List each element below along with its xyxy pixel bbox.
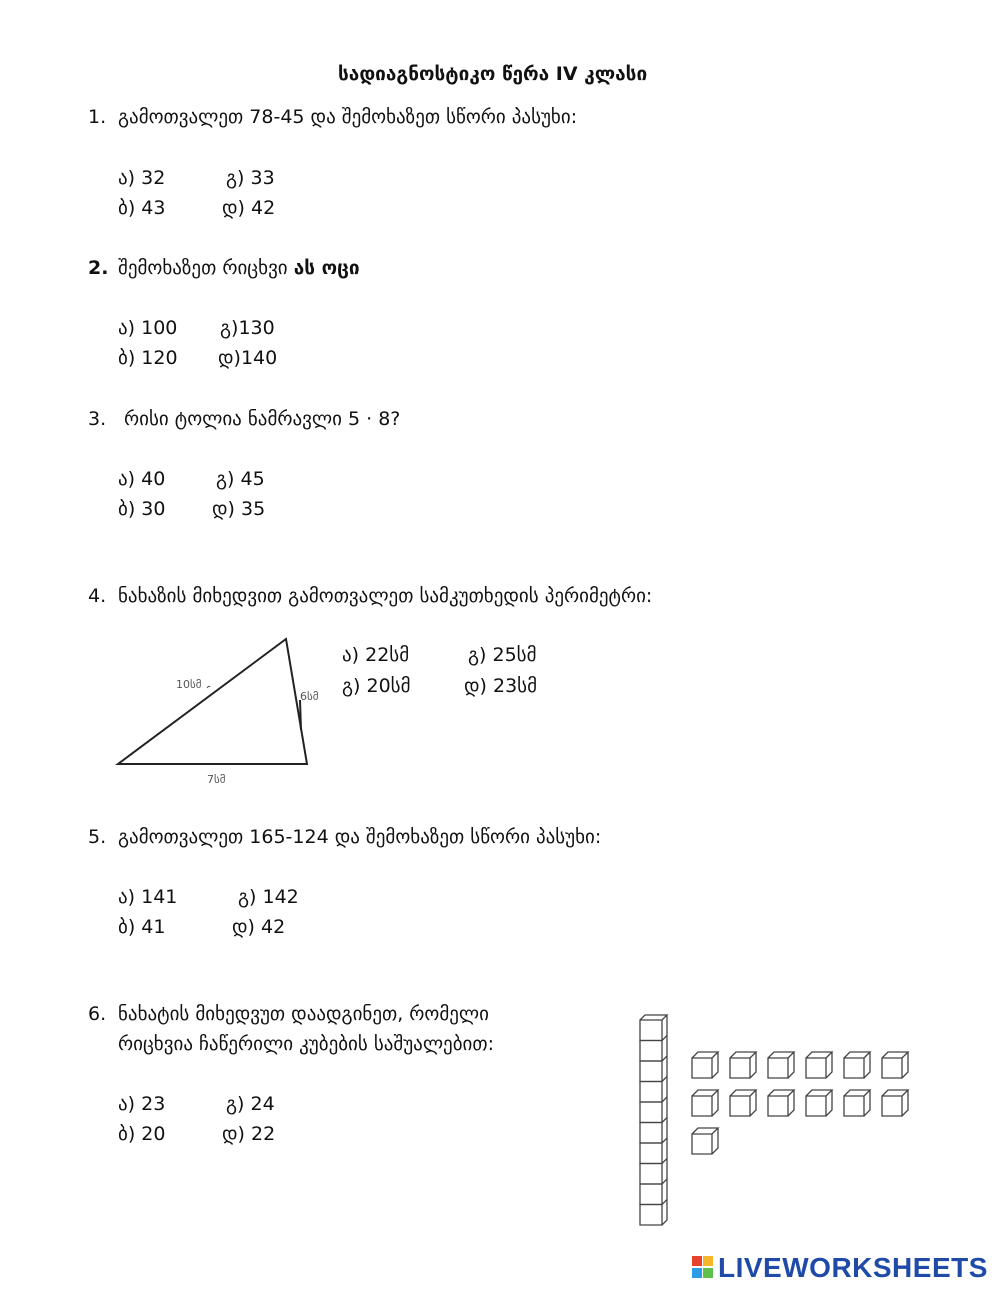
q6-option-b[interactable]: ბ) 20: [118, 1123, 166, 1145]
question-2-number: 2.: [88, 257, 109, 279]
q3-option-b[interactable]: ბ) 30: [118, 498, 166, 520]
q5-option-g[interactable]: გ) 142: [238, 886, 299, 908]
q5-option-d[interactable]: დ) 42: [232, 916, 286, 938]
q2-option-d[interactable]: დ)140: [218, 347, 278, 369]
unit-cube: [730, 1052, 756, 1078]
q3-option-d[interactable]: დ) 35: [212, 498, 266, 520]
unit-cube: [806, 1052, 832, 1078]
q1-option-g[interactable]: გ) 33: [226, 167, 275, 189]
page-title: სადიაგნოსტიკო წერა IV კლასი: [338, 63, 648, 85]
q1-option-d[interactable]: დ) 42: [222, 197, 276, 219]
question-2-text: [118, 257, 360, 279]
question-4-text: ნახაზის მიხედვით გამოთვალეთ სამკუთხედის პერიმეტრი:: [118, 585, 653, 607]
label-tick: [207, 686, 210, 688]
logo-square-4: [703, 1268, 713, 1278]
unit-cube: [768, 1090, 794, 1116]
liveworksheets-brand: LIVEWORKSHEETS: [718, 1252, 988, 1283]
q2-option-g[interactable]: გ)130: [220, 317, 275, 339]
logo-square-3: [692, 1268, 702, 1278]
unit-cube: [882, 1052, 908, 1078]
question-3-text: რისი ტოლია ნამრავლი 5 ⋅ 8?: [124, 408, 401, 430]
question-6-text-line2: რიცხვია ჩაწერილი კუბების საშუალებით:: [118, 1033, 494, 1055]
question-5-number: 5.: [88, 826, 107, 848]
question-3-number: 3.: [88, 408, 107, 430]
unit-cube: [692, 1128, 718, 1154]
q4-option-a[interactable]: ა) 22სმ: [342, 644, 410, 666]
question-2-text-prefix: შემოხაზეთ რიცხვი: [118, 257, 288, 279]
question-6-text-line1: ნახატის მიხედვუთ დაადგინეთ, რომელი: [118, 1003, 489, 1025]
unit-cube: [768, 1052, 794, 1078]
logo-square-1: [692, 1256, 702, 1266]
tens-rod: [640, 1015, 667, 1225]
rod-cube: [640, 1015, 667, 1041]
triangle-shape: [118, 639, 307, 764]
q3-option-a[interactable]: ა) 40: [118, 468, 166, 490]
q4-option-g[interactable]: გ) 25სმ: [468, 644, 537, 666]
q1-option-b[interactable]: ბ) 43: [118, 197, 166, 219]
q6-option-d[interactable]: დ) 22: [222, 1123, 276, 1145]
q6-option-g[interactable]: გ) 24: [226, 1093, 275, 1115]
triangle-figure: [110, 630, 340, 790]
logo-square-2: [703, 1256, 713, 1266]
question-6-number: 6.: [88, 1003, 107, 1025]
unit-cube: [882, 1090, 908, 1116]
q4-option-d[interactable]: დ) 23სმ: [464, 675, 538, 697]
q2-option-b[interactable]: ბ) 120: [118, 347, 178, 369]
q5-option-a[interactable]: ა) 141: [118, 886, 178, 908]
question-1-number: 1.: [88, 106, 107, 128]
unit-cube: [806, 1090, 832, 1116]
question-4-number: 4.: [88, 585, 107, 607]
q5-option-b[interactable]: ბ) 41: [118, 916, 166, 938]
q4-option-b[interactable]: გ) 20სმ: [342, 675, 411, 697]
unit-cubes: [692, 1052, 908, 1154]
unit-cube: [844, 1052, 870, 1078]
side-label-7: 7სმ: [207, 773, 226, 786]
q3-option-g[interactable]: გ) 45: [216, 468, 265, 490]
q1-option-a[interactable]: ა) 32: [118, 167, 166, 189]
side-label-10: 10სმ: [176, 678, 202, 691]
liveworksheets-logo: [692, 1256, 714, 1282]
triangle-tick: [300, 700, 301, 730]
unit-cube: [844, 1090, 870, 1116]
q6-option-a[interactable]: ა) 23: [118, 1093, 166, 1115]
question-2-text-bold: ას ოცი: [293, 257, 360, 279]
question-1-text: გამოთვალეთ 78-45 და შემოხაზეთ სწორი პასუხი:: [118, 106, 578, 128]
question-5-text: გამოთვალეთ 165-124 და შემოხაზეთ სწორი პასუხი:: [118, 826, 602, 848]
cubes-figure: [630, 1012, 920, 1232]
q2-option-a[interactable]: ა) 100: [118, 317, 178, 339]
unit-cube: [692, 1052, 718, 1078]
side-label-6: 6სმ: [300, 690, 319, 703]
unit-cube: [730, 1090, 756, 1116]
unit-cube: [692, 1090, 718, 1116]
